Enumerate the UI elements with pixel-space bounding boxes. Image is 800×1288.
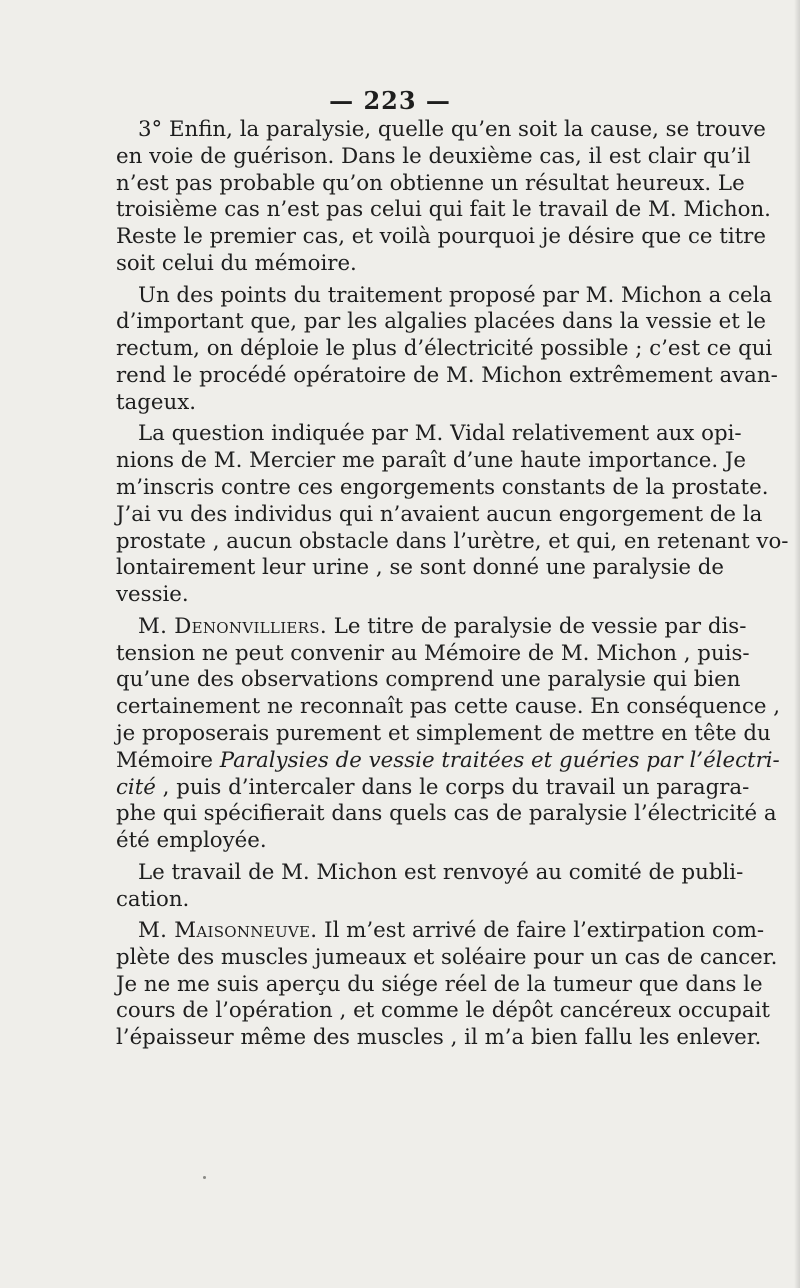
text-line: vessie. bbox=[116, 582, 189, 608]
text-span: Mémoire bbox=[116, 747, 220, 773]
text-line: n’est pas probable qu’on obtienne un résultat heureux. Le bbox=[116, 170, 745, 196]
page-number: — 223 — bbox=[329, 86, 451, 115]
italic-title: cité bbox=[116, 774, 156, 800]
text-line: d’important que, par les algalies placées dans la vessie et le bbox=[116, 309, 767, 335]
text-line: l’épaisseur même des muscles , il m’a bien fallu les enlever. bbox=[116, 1025, 762, 1051]
paragraph-traitement bbox=[116, 282, 778, 417]
text-line: prostate , aucun obstacle dans l’urètre, et qui, en retenant vo- bbox=[116, 528, 789, 554]
text-line: troisième cas n’est pas celui qui fait le travail de M. Michon. bbox=[116, 197, 771, 223]
text-line: J’ai vu des individus qui n’avaient aucun engorgement de la bbox=[116, 501, 763, 527]
text-line: nions de M. Mercier me paraît d’une haute importance. Je bbox=[116, 448, 747, 474]
text-span: , puis d’intercaler dans le corps du travail un paragra- bbox=[155, 774, 750, 800]
text-line: La question indiquée par M. Vidal relativement aux opi- bbox=[138, 421, 742, 447]
speaker-name: M. Denonvilliers. bbox=[138, 613, 327, 639]
text-line: rectum, on déploie le plus d’électricité possible ; c’est ce qui bbox=[116, 336, 773, 362]
paragraph-denonvilliers bbox=[116, 613, 781, 855]
text-line: qu’une des observations comprend une paralysie qui bien bbox=[116, 667, 741, 693]
paragraph-enfin bbox=[116, 117, 771, 278]
text-line bbox=[116, 613, 747, 641]
text-span: Il m’est arrivé de faire l’extirpation com- bbox=[317, 918, 765, 944]
text-line: été employée. bbox=[116, 828, 267, 854]
text-line: en voie de guérison. Dans le deuxième cas, il est clair qu’il bbox=[116, 143, 751, 169]
page-edge-shadow bbox=[794, 0, 800, 1288]
text-line: rend le procédé opératoire de M. Michon extrêmement avan- bbox=[116, 362, 778, 388]
paragraph-question bbox=[116, 421, 789, 609]
text-line: cours de l’opération , et comme le dépôt cancéreux occupait bbox=[116, 998, 770, 1024]
text-span: Le titre de paralysie de vessie par dis- bbox=[326, 613, 747, 639]
text-line: Un des points du traitement proposé par M. Michon a cela bbox=[138, 282, 773, 308]
text-line: soit celui du mémoire. bbox=[116, 250, 357, 276]
italic-title: Paralysies de vessie traitées et guéries par l’électri- bbox=[219, 747, 780, 773]
text-line bbox=[116, 918, 765, 945]
text-line: plète des muscles jumeaux et soléaire pour un cas de cancer. bbox=[116, 944, 778, 970]
text-line: Le travail de M. Michon est renvoyé au comité de publi- bbox=[138, 859, 744, 885]
text-body bbox=[116, 117, 789, 1052]
text-line: tension ne peut convenir au Mémoire de M. Michon , puis- bbox=[116, 640, 750, 666]
text-line: phe qui spécifierait dans quels cas de paralysie l’électricité a bbox=[116, 801, 777, 827]
text-line: 3° Enfin, la paralysie, quelle qu’en soit la cause, se trouve bbox=[138, 117, 766, 142]
text-line: lontairement leur urine , se sont donné une paralysie de bbox=[116, 555, 725, 581]
text-line: Je ne me suis aperçu du siége réel de la tumeur que dans le bbox=[116, 971, 763, 997]
paper-speck bbox=[203, 1176, 206, 1179]
speaker-name: M. Maisonneuve. bbox=[138, 918, 318, 944]
text-line: Reste le premier cas, et voilà pourquoi je désire que ce titre bbox=[116, 224, 766, 250]
paragraph-renvoi bbox=[116, 859, 744, 914]
text-line: certainement ne reconnaît pas cette cause. En conséquence , bbox=[116, 694, 781, 720]
text-line bbox=[116, 747, 780, 775]
text-line: m’inscris contre ces engorgements constants de la prostate. bbox=[116, 474, 769, 500]
paragraph-maisonneuve bbox=[116, 918, 778, 1052]
text-line: cation. bbox=[116, 886, 190, 912]
text-line: je proposerais purement et simplement de mettre en tête du bbox=[116, 720, 771, 746]
text-line: tageux. bbox=[116, 389, 196, 415]
text-line bbox=[116, 774, 750, 802]
